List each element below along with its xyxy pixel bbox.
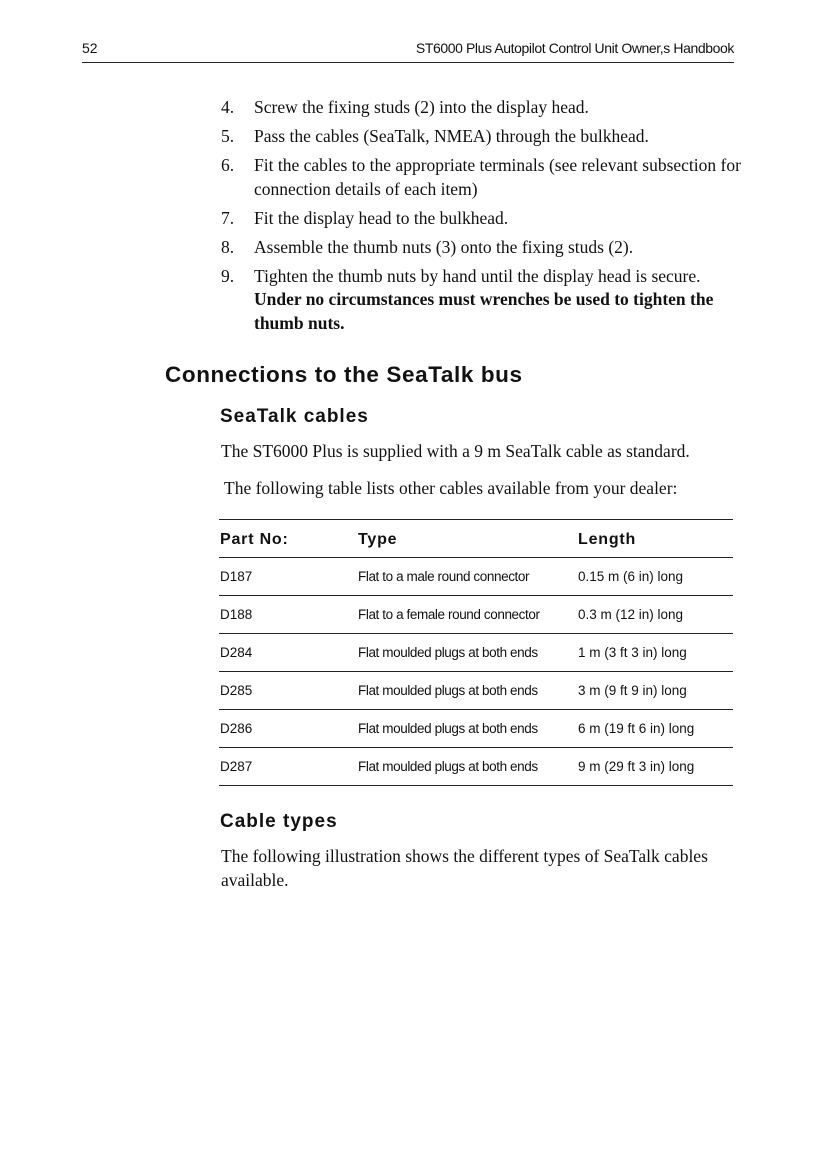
- step-number: 4.: [221, 97, 235, 117]
- step-text: Tighten the thumb nuts by hand until the display head is secure.: [254, 265, 701, 286]
- header-part-no: Part No:: [220, 531, 289, 548]
- table-row: [219, 710, 733, 748]
- step-number: 7.: [221, 207, 235, 228]
- step-item: [221, 125, 741, 149]
- cables-table: [219, 519, 733, 786]
- type-cell: Flat to a female round connector: [358, 607, 540, 622]
- step-number: 5.: [221, 126, 235, 146]
- type-cell: Flat moulded plugs at both ends: [358, 645, 538, 660]
- cable-types-heading: Cable types: [220, 811, 338, 832]
- step-item: [221, 265, 741, 336]
- table-row: [219, 596, 733, 634]
- page-header: [82, 40, 734, 63]
- part-no-cell: D188: [220, 607, 253, 622]
- table-row: [219, 634, 733, 672]
- type-cell: Flat moulded plugs at both ends: [358, 683, 538, 698]
- length-cell: 1 m (3 ft 3 in) long: [578, 645, 687, 660]
- step-item: [221, 207, 741, 231]
- step-item: [221, 154, 741, 201]
- step-text: Fit the cables to the appropriate terminals (see relevant subsection for connection details of each item): [254, 155, 741, 199]
- type-cell: Flat to a male round connector: [358, 569, 530, 584]
- table-header-row: [219, 520, 733, 558]
- table-row: [219, 558, 733, 596]
- part-no-cell: D187: [220, 569, 253, 584]
- step-text: Pass the cables (SeaTalk, NMEA) through the bulkhead.: [254, 126, 649, 146]
- step-text: Screw the fixing studs (2) into the display head.: [254, 97, 589, 117]
- header-title: ST6000 Plus Autopilot Control Unit Owner,s Handbook: [415, 40, 734, 56]
- length-cell: 9 m (29 ft 3 in) long: [578, 759, 695, 774]
- part-no-cell: D286: [220, 721, 253, 736]
- part-no-cell: D287: [220, 759, 253, 774]
- header-type: Type: [358, 531, 398, 548]
- section-title: Connections to the SeaTalk bus: [165, 362, 523, 387]
- length-cell: 0.3 m (12 in) long: [578, 607, 684, 622]
- step-text: Fit the display head to the bulkhead.: [254, 207, 509, 228]
- type-cell: Flat moulded plugs at both ends: [358, 721, 538, 736]
- seatalk-cables-para1: The ST6000 Plus is supplied with a 9 m SeaTalk cable as standard.: [221, 441, 690, 461]
- step-item: [221, 96, 741, 120]
- seatalk-cables-para2: The following table lists other cables available from your dealer:: [224, 478, 678, 498]
- length-cell: 6 m (19 ft 6 in) long: [578, 721, 695, 736]
- part-no-cell: D285: [220, 683, 253, 698]
- length-cell: 0.15 m (6 in) long: [578, 569, 684, 584]
- seatalk-cables-heading: SeaTalk cables: [220, 406, 369, 427]
- cable-types-para: The following illustration shows the different types of SeaTalk cables available.: [221, 846, 708, 890]
- step-number: 8.: [221, 236, 235, 257]
- length-cell: 3 m (9 ft 9 in) long: [578, 683, 687, 698]
- step-item: [221, 236, 741, 260]
- table-row: [219, 672, 733, 710]
- part-no-cell: D284: [220, 645, 253, 660]
- header-length: Length: [578, 531, 637, 548]
- step-text: Assemble the thumb nuts (3) onto the fixing studs (2).: [254, 236, 634, 257]
- table-row: [219, 748, 733, 786]
- warning-text: Under no circumstances must wrenches be used to tighten the thumb nuts.: [254, 289, 714, 333]
- step-number: 9.: [221, 265, 235, 286]
- page-number: 52: [82, 40, 98, 56]
- step-number: 6.: [221, 155, 235, 175]
- installation-steps: [221, 96, 741, 341]
- type-cell: Flat moulded plugs at both ends: [358, 759, 538, 774]
